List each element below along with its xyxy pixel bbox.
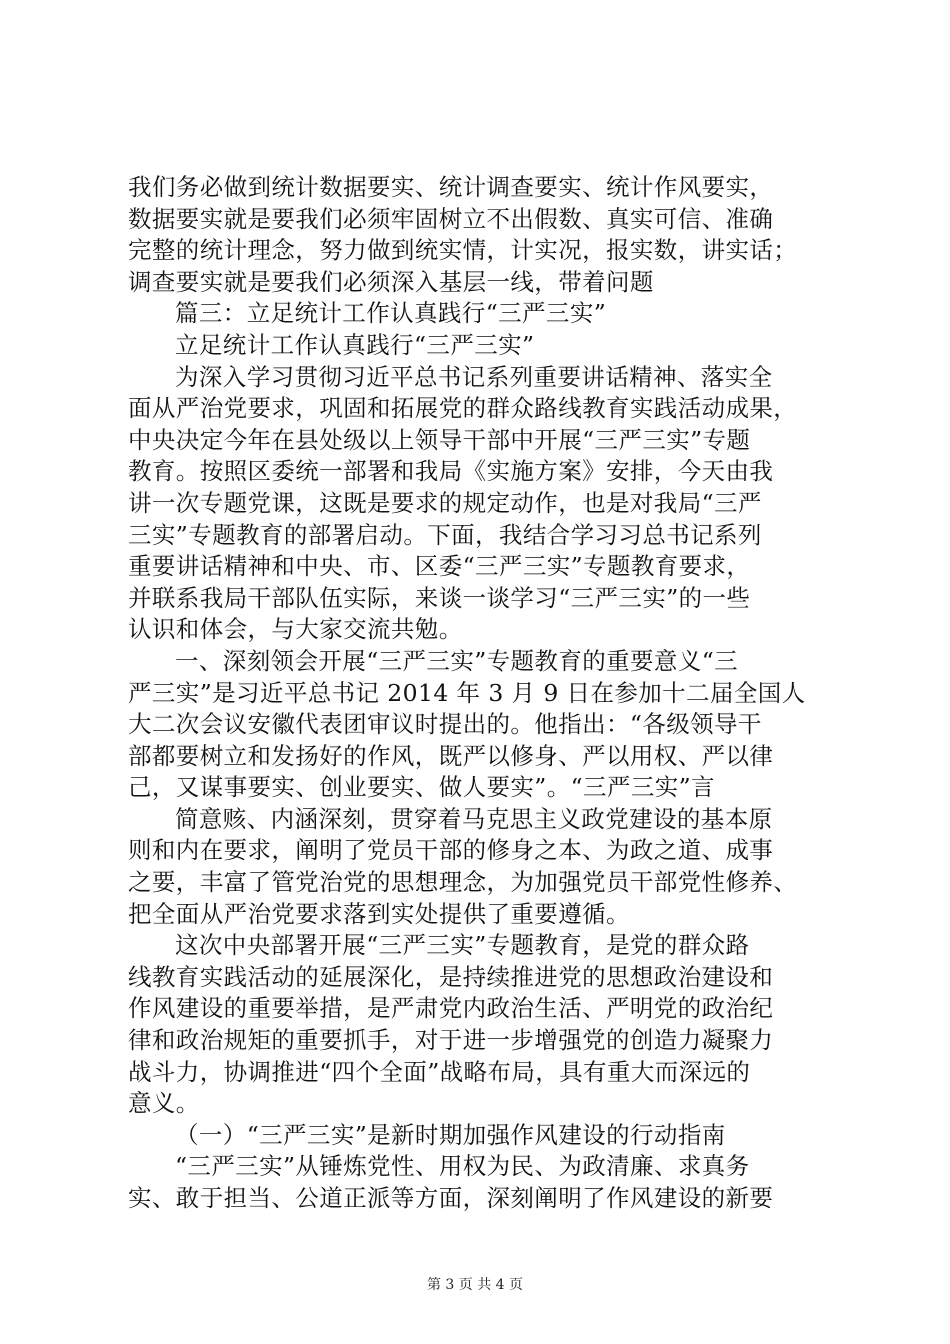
text-line: 认识和体会，与大家交流共勉。	[128, 615, 463, 644]
page-footer: 第 3 页 共 4 页	[426, 1277, 524, 1293]
text-line: 完整的统计理念，努力做到统实情，计实况，报实数，讲实话；	[128, 236, 798, 265]
text-line: 教育。按照区委统一部署和我局《实施方案》安排，今天由我	[128, 457, 774, 486]
text-line: 之要，丰富了管党治党的思想理念，为加强党员干部党性修养、	[128, 868, 798, 897]
text-line: 中央决定今年在县处级以上领导干部中开展“三严三实”专题	[128, 425, 751, 454]
text-line: 大二次会议安徽代表团审议时提出的。他指出：“各级领导干	[128, 710, 762, 739]
document-body	[128, 172, 838, 1215]
text-line: 立足统计工作认真践行“三严三实”	[175, 330, 535, 359]
text-line: 严三实”是习近平总书记 2014 年 3 月 9 日在参加十二届全国人	[128, 678, 806, 707]
text-line: 律和政治规矩的重要抓手，对于进一步增强党的创造力凝聚力	[128, 1026, 774, 1055]
text-line: （一）“三严三实”是新时期加强作风建设的行动指南	[175, 1120, 726, 1149]
text-line: 重要讲话精神和中央、市、区委“三严三实”专题教育要求，	[128, 552, 751, 581]
text-line: 实、敢于担当、公道正派等方面，深刻阐明了作风建设的新要	[128, 1184, 774, 1212]
text-line: 讲一次专题党课，这既是要求的规定动作，也是对我局“三严	[128, 488, 762, 517]
text-line: 己，又谋事要实、创业要实、做人要实”。“三严三实”言	[128, 773, 715, 802]
text-line: 并联系我局干部队伍实际，来谈一谈学习“三严三实”的一些	[128, 583, 751, 612]
text-line: 意义。	[128, 1089, 200, 1118]
text-line: 则和内在要求，阐明了党员干部的修身之本、为政之道、成事	[128, 836, 774, 865]
text-line: 面从严治党要求，巩固和拓展党的群众路线教育实践活动成果，	[128, 394, 798, 423]
text-line: 作风建设的重要举措，是严肃党内政治生活、严明党的政治纪	[128, 994, 774, 1023]
text-line: 数据要实就是要我们必须牢固树立不出假数、真实可信、准确	[128, 204, 774, 233]
text-line: 调查要实就是要我们必须深入基层一线，带着问题	[128, 267, 654, 296]
text-line: 一、深刻领会开展“三严三实”专题教育的重要意义“三	[175, 646, 739, 675]
text-line: 三实”专题教育的部署启动。下面，我结合学习习总书记系列	[128, 520, 762, 549]
text-line: 把全面从严治党要求落到实处提供了重要遵循。	[128, 899, 630, 928]
text-line: 为深入学习贯彻习近平总书记系列重要讲话精神、落实全	[175, 362, 773, 391]
text-line: 简意赅、内涵深刻，贯穿着马克思主义政党建设的基本原	[175, 804, 773, 833]
text-line: 这次中央部署开展“三严三实”专题教育，是党的群众路	[175, 931, 750, 960]
text-line: “三严三实”从锤炼党性、用权为民、为政清廉、求真务	[175, 1152, 750, 1181]
text-line: 我们务必做到统计数据要实、统计调查要实、统计作风要实，	[128, 173, 774, 201]
text-line: 线教育实践活动的延展深化，是持续推进党的思想政治建设和	[128, 962, 774, 991]
text-line: 部都要树立和发扬好的作风，既严以修身、严以用权、严以律	[128, 741, 774, 770]
text-line: 篇三：立足统计工作认真践行“三严三实”	[175, 299, 607, 328]
text-line: 战斗力，协调推进“四个全面”战略布局，具有重大而深远的	[128, 1057, 751, 1086]
